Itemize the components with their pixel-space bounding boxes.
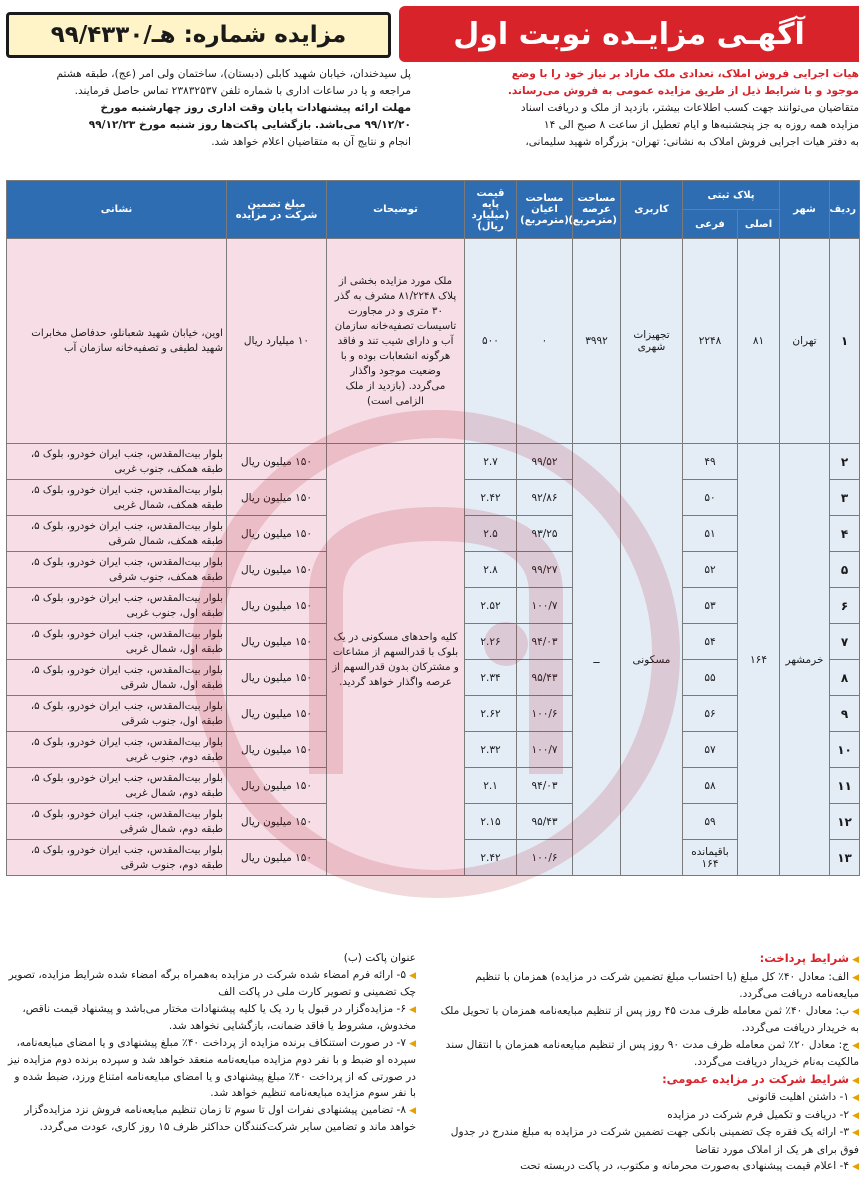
cell-base-price: ۲.۵۲ (465, 588, 517, 624)
triangle-bullet-icon: ◀ (409, 1004, 416, 1015)
col-deposit: مبلغ تضمین شرکت در مزایده (227, 181, 327, 239)
intro-line: مهلت ارائه پیشنهادات پایان وقت اداری روز چهارشنبه مورخ (100, 102, 411, 114)
condition-item: ◀۸- تضامین پیشنهادی نفرات اول تا سوم تا زمان تنظیم مبایعه‌نامه فروش نزد مزایده‌گزار خواهد ماند و تضامین سایر شرکت‌کنندگان حداکثر ظرف ۱۵ روز کاری، عودت می‌گردد. (24, 1103, 416, 1133)
intro-line: متقاضیان می‌توانند جهت کسب اطلاعات بیشتر، بازدید از ملک و دریافت اسناد (520, 102, 859, 114)
col-address: نشانی (7, 181, 227, 239)
cell-row: ۸ (830, 660, 860, 696)
cell-sub: ۵۳ (683, 588, 738, 624)
cell-address: اوین، خیابان شهید شعبانلو، حدفاصل مخابرات شهید لطیفی و تصفیه‌خانه سازمان آب (7, 239, 227, 444)
cell-base-price: ۲.۱ (465, 768, 517, 804)
cell-build-area: ۹۲/۸۶ (517, 480, 573, 516)
cell-build-area: ۱۰۰/۷ (517, 588, 573, 624)
general-item: ◀۴- اعلام قیمت پیشنهادی به‌صورت محرمانه و مکتوب، در پاکت دربسته تحت (520, 1160, 859, 1172)
triangle-bullet-icon: ◀ (852, 1162, 859, 1172)
payment-item: ◀ج: معادل ۲۰٪ ثمن معامله ظرف مدت ۹۰ روز پس از تنظیم مبایعه‌نامه همزمان با انتقال سند مالکیت به‌نام خریدار دریافت می‌گردد. (445, 1038, 859, 1068)
cell-row: ۳ (830, 480, 860, 516)
payment-title: ◀شرایط پرداخت: (759, 951, 859, 965)
cell-deposit: ۱۵۰ میلیون ریال (227, 768, 327, 804)
cell-sub: ۵۹ (683, 804, 738, 840)
cell-base-price: ۲.۴۲ (465, 840, 517, 876)
col-desc: توضیحات (327, 181, 465, 239)
triangle-bullet-icon: ◀ (852, 1040, 859, 1051)
cell-deposit: ۱۵۰ میلیون ریال (227, 804, 327, 840)
cell-address: بلوار بیت‌المقدس، جنب ایران خودرو، بلوک ۵، طبقه اول، شمال غربی (7, 624, 227, 660)
cell-deposit: ۱۰ میلیارد ریال (227, 239, 327, 444)
cell-row: ۹ (830, 696, 860, 732)
cell-desc: کلیه واحدهای مسکونی در یک بلوک با قدرالسهم از مشاعات و مشترکان بدون قدرالسهم از عرصه واگذار خواهد گردید. (327, 444, 465, 876)
cell-address: بلوار بیت‌المقدس، جنب ایران خودرو، بلوک ۵، طبقه دوم، شمال غربی (7, 768, 227, 804)
col-base-price: قیمت پایه (میلیارد ریال) (465, 181, 517, 239)
cell-land-area: ۳۹۹۲ (573, 239, 621, 444)
col-usage: کاربری (621, 181, 683, 239)
table-row (7, 444, 860, 480)
cell-row: ۱۳ (830, 840, 860, 876)
col-plaque: پلاک ثبتی (683, 181, 780, 210)
intro-line: به دفتر هیات اجرایی فروش املاک به نشانی: تهران- بزرگراه شهید سلیمانی، (525, 136, 859, 148)
cell-sub: ۵۱ (683, 516, 738, 552)
cell-main: ۱۶۴ (738, 444, 780, 876)
intro-line: موجود و با شرایط ذیل از طریق مزایده عمومی به فروش می‌رساند. (507, 85, 859, 97)
cell-row: ۵ (830, 552, 860, 588)
cell-build-area: ۹۹/۲۷ (517, 552, 573, 588)
cell-base-price: ۲.۳۲ (465, 732, 517, 768)
cell-sub: ۵۸ (683, 768, 738, 804)
cell-deposit: ۱۵۰ میلیون ریال (227, 516, 327, 552)
triangle-bullet-icon: ◀ (852, 1110, 859, 1121)
cell-sub: ۵۲ (683, 552, 738, 588)
cell-row: ۱۲ (830, 804, 860, 840)
cell-row: ۴ (830, 516, 860, 552)
triangle-bullet-icon: ◀ (852, 955, 859, 965)
payment-and-general-conditions (429, 950, 859, 1176)
cell-usage: تجهیزات شهری (621, 239, 683, 444)
cell-sub: ۵۵ (683, 660, 738, 696)
triangle-bullet-icon: ◀ (409, 1038, 416, 1049)
col-sub: فرعی (683, 210, 738, 239)
table-row (7, 239, 860, 444)
cell-address: بلوار بیت‌المقدس، جنب ایران خودرو، بلوک ۵، طبقه همکف، جنوب غربی (7, 444, 227, 480)
payment-item: ◀ب: معادل ۴۰٪ ثمن معامله ظرف مدت ۴۵ روز پس از تنظیم مبایعه‌نامه همزمان با تحویل ملک به خریدار دریافت می‌گردد. (440, 1004, 859, 1034)
cell-city: تهران (780, 239, 830, 444)
cell-row: ۶ (830, 588, 860, 624)
cell-city: خرمشهر (780, 444, 830, 876)
cell-address: بلوار بیت‌المقدس، جنب ایران خودرو، بلوک ۵، طبقه دوم، شمال شرقی (7, 804, 227, 840)
cell-base-price: ۲.۳۴ (465, 660, 517, 696)
triangle-bullet-icon: ◀ (409, 1105, 416, 1116)
cell-deposit: ۱۵۰ میلیون ریال (227, 660, 327, 696)
cell-row: ۲ (830, 444, 860, 480)
cell-deposit: ۱۵۰ میلیون ریال (227, 840, 327, 876)
condition-item: ◀۶- مزایده‌گزار در قبول یا رد یک یا کلیه پیشنهادات مختار می‌باشد و پیشنهاد قیمت ناقص، مخدوش، مشروط یا فاقد ضمانت، بازگشایی نخواهد شد. (22, 1002, 416, 1032)
col-row: ردیف (830, 181, 860, 239)
cell-build-area: ۹۵/۴۳ (517, 804, 573, 840)
cell-address: بلوار بیت‌المقدس، جنب ایران خودرو، بلوک ۵، طبقه اول، جنوب غربی (7, 588, 227, 624)
cell-build-area: ۱۰۰/۶ (517, 840, 573, 876)
triangle-bullet-icon: ◀ (409, 970, 416, 981)
cell-row: ۱۱ (830, 768, 860, 804)
cell-sub: ۵۴ (683, 624, 738, 660)
cell-base-price: ۲.۱۵ (465, 804, 517, 840)
cell-deposit: ۱۵۰ میلیون ریال (227, 480, 327, 516)
cell-build-area: ۹۵/۴۳ (517, 660, 573, 696)
general-item: ◀۲- دریافت و تکمیل فرم شرکت در مزایده (667, 1108, 859, 1121)
cell-base-price: ۲.۲۶ (465, 624, 517, 660)
cell-deposit: ۱۵۰ میلیون ریال (227, 624, 327, 660)
intro-right (419, 66, 859, 151)
condition-item: ◀۷- در صورت استنکاف برنده مزایده از پرداخت ۴۰٪ مبلغ پیشنهادی و یا امضای مبایعه‌نامه، سپرده او ضبط و با نفر دوم مزایده مبایعه‌نامه منعقد خواهد شد و سپرده برنده دوم مزایده نیز در صورتی که از پرداخت ۴۰٪ مبلغ پیشنهادی و یا امضای مبایعه‌نامه امتناع ورزد، ضبط شده و با نفر سوم مزایده مبایعه‌نامه تنظیم خواهد شد. (8, 1036, 416, 1099)
intro-line: هیات اجرایی فروش املاک، تعدادی ملک مازاد بر نیاز خود را با وضع (511, 68, 859, 80)
col-main: اصلی (738, 210, 780, 239)
cell-address: بلوار بیت‌المقدس، جنب ایران خودرو، بلوک ۵، طبقه همکف، شمال شرقی (7, 516, 227, 552)
cell-base-price: ۲.۴۲ (465, 480, 517, 516)
intro-line: ۹۹/۱۲/۲۰ می‌باشد. بازگشایی پاکت‌ها روز شنبه مورخ ۹۹/۱۲/۲۳ (88, 119, 411, 131)
intro-line: مراجعه و یا در ساعات اداری با شماره تلفن ۲۳۸۳۲۵۳۷ تماس حاصل فرمایند. (74, 85, 411, 97)
cell-build-area: ۹۴/۰۳ (517, 624, 573, 660)
cell-deposit: ۱۵۰ میلیون ریال (227, 588, 327, 624)
header (6, 6, 859, 62)
cell-build-area: ۱۰۰/۶ (517, 696, 573, 732)
cell-address: بلوار بیت‌المقدس، جنب ایران خودرو، بلوک ۵، طبقه همکف، شمال غربی (7, 480, 227, 516)
cell-base-price: ۲.۸ (465, 552, 517, 588)
left-conditions (6, 950, 416, 1136)
cell-base-price: ۲.۶۲ (465, 696, 517, 732)
cell-deposit: ۱۵۰ میلیون ریال (227, 696, 327, 732)
payment-item: ◀الف: معادل ۴۰٪ کل مبلغ (با احتساب مبلغ تضمین شرکت در مزایده) همزمان با تنظیم مبایعه‌نامه دریافت می‌گردد. (475, 970, 859, 1000)
col-build-area: مساحت اعیان (مترمربع) (517, 181, 573, 239)
cell-build-area: ۹۳/۲۵ (517, 516, 573, 552)
cell-row: ۱ (830, 239, 860, 444)
notice-title: آگهـی مزایـده نوبت اول (399, 6, 859, 62)
cell-sub: ۴۹ (683, 444, 738, 480)
intro-line: پل سیدخندان، خیابان شهید کابلی (دبستان)، ساختمان ولی امر (عج)، طبقه هشتم (56, 68, 411, 80)
cell-sub: ۵۷ (683, 732, 738, 768)
cell-main: ۸۱ (738, 239, 780, 444)
cell-land-area: ــ (573, 444, 621, 876)
cell-row: ۱۰ (830, 732, 860, 768)
cell-usage: مسکونی (621, 444, 683, 876)
cell-build-area: ۹۹/۵۲ (517, 444, 573, 480)
cell-sub: باقیمانده ۱۶۴ (683, 840, 738, 876)
cell-desc: ملک مورد مزایده بخشی از پلاک ۸۱/۲۲۴۸ مشرف به گذر ۳۰ متری و در مجاورت تاسیسات تصفیه‌خانه سازمان آب و دارای شیب تند و فاقد هرگونه انشعابات بوده و با وضعیت موجود واگذار می‌گردد. (بازدید از ملک الزامی است) (327, 239, 465, 444)
cell-deposit: ۱۵۰ میلیون ریال (227, 552, 327, 588)
intro-left (6, 66, 411, 151)
cell-sub: ۵۰ (683, 480, 738, 516)
cell-address: بلوار بیت‌المقدس، جنب ایران خودرو، بلوک ۵، طبقه اول، جنوب شرقی (7, 696, 227, 732)
triangle-bullet-icon: ◀ (852, 1006, 859, 1017)
triangle-bullet-icon: ◀ (852, 972, 859, 983)
intro-line: مزایده همه روزه به جز پنجشنبه‌ها و ایام تعطیل از ساعت ۸ صبح الی ۱۴ (543, 119, 859, 131)
cell-row: ۷ (830, 624, 860, 660)
intro-line: انجام و نتایج آن به متقاضیان اعلام خواهد شد. (211, 136, 411, 148)
cell-base-price: ۲.۷ (465, 444, 517, 480)
cell-build-area: ۱۰۰/۷ (517, 732, 573, 768)
triangle-bullet-icon: ◀ (852, 1093, 859, 1103)
general-item: ◀۱- داشتن اهلیت قانونی (747, 1091, 859, 1103)
cell-sub: ۲۲۴۸ (683, 239, 738, 444)
triangle-bullet-icon: ◀ (852, 1075, 859, 1086)
cell-base-price: ۵۰۰ (465, 239, 517, 444)
condition-item: ◀۵- ارائه فرم امضاء شده شرکت در مزایده به‌همراه برگه امضاء شده شرایط مزایده، تصویر چک تضمینی و تصویر کارت ملی در پاکت الف (8, 968, 416, 998)
general-title: ◀شرایط شرکت در مزایده عمومی: (662, 1071, 859, 1086)
auction-notice (6, 4, 859, 1200)
cell-address: بلوار بیت‌المقدس، جنب ایران خودرو، بلوک ۵، طبقه دوم، جنوب شرقی (7, 840, 227, 876)
cell-address: بلوار بیت‌المقدس، جنب ایران خودرو، بلوک ۵، طبقه دوم، جنوب غربی (7, 732, 227, 768)
cell-address: بلوار بیت‌المقدس، جنب ایران خودرو، بلوک ۵، طبقه همکف، جنوب شرقی (7, 552, 227, 588)
auction-number: مزایده شماره: هـ/۹۹/۴۳۳۰ (6, 12, 391, 58)
col-land-area: مساحت عرصه (مترمربع) (573, 181, 621, 239)
cell-deposit: ۱۵۰ میلیون ریال (227, 732, 327, 768)
envelope-title: عنوان پاکت (ب) (343, 952, 416, 964)
cell-sub: ۵۶ (683, 696, 738, 732)
cell-base-price: ۲.۵ (465, 516, 517, 552)
properties-table (6, 180, 860, 876)
cell-build-area: ۰ (517, 239, 573, 444)
cell-deposit: ۱۵۰ میلیون ریال (227, 444, 327, 480)
cell-address: بلوار بیت‌المقدس، جنب ایران خودرو، بلوک ۵، طبقه اول، شمال شرقی (7, 660, 227, 696)
triangle-bullet-icon: ◀ (852, 1128, 859, 1138)
general-item: ◀۳- ارائه یک فقره چک تضمینی بانکی جهت تضمین شرکت در مزایده به مبلغ مندرج در جدول فوق برای هر یک از املاک مورد تقاضا (450, 1126, 859, 1156)
col-city: شهر (780, 181, 830, 239)
cell-build-area: ۹۴/۰۳ (517, 768, 573, 804)
